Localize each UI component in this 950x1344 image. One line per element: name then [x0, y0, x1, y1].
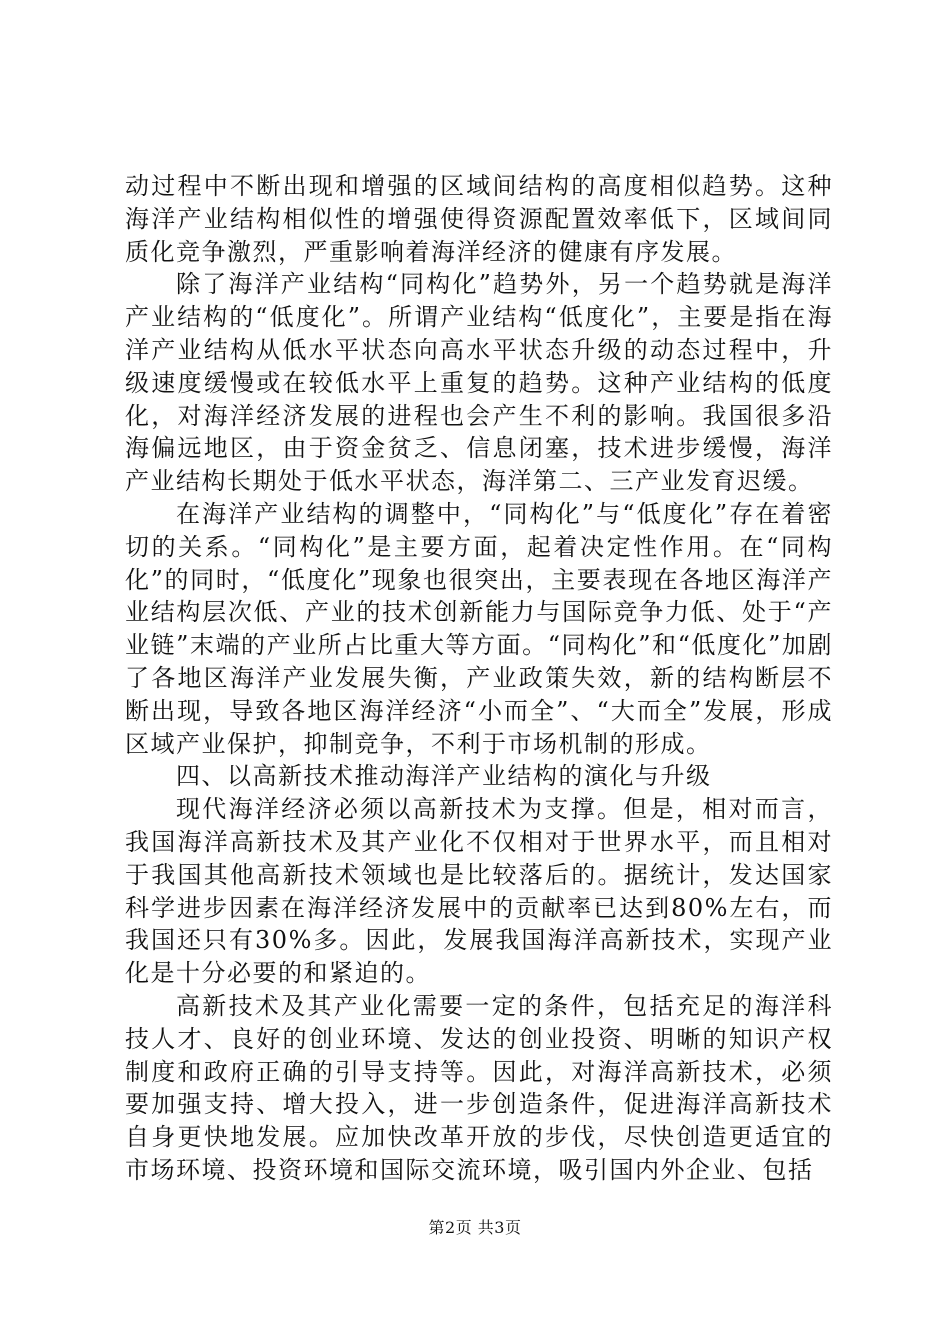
- paragraph-4: 现代海洋经济必须以高新技术为支撑。但是，相对而言，我国海洋高新技术及其产业化不仅相对于世界水平，而且相对于我国其他高新技术领域也是比较落后的。据统计，发达国家科学进步因素在海洋经济发展中的贡献率已达到80%左右，而我国还只有30%多。因此，发展我国海洋高新技术，实现产业化是十分必要的和紧迫的。: [125, 795, 833, 988]
- paragraph-1: 动过程中不断出现和增强的区域间结构的高度相似趋势。这种海洋产业结构相似性的增强使得资源配置效率低下，区域间同质化竞争激烈，严重影响着海洋经济的健康有序发展。: [125, 172, 833, 266]
- paragraph-3: 在海洋产业结构的调整中，“同构化”与“低度化”存在着密切的关系。“同构化”是主要方面，起着决定性作用。在“同构化”的同时，“低度化”现象也很突出，主要表现在各地区海洋产业结构层次低、产业的技术创新能力与国际竞争力低、处于“产业链”末端的产业所占比重大等方面。“同构化”和“低度化”加剧了各地区海洋产业发展失衡，产业政策失效，新的结构断层不断出现，导致各地区海洋经济“小而全”、“大而全”发展，形成区域产业保护，抑制竞争，不利于市场机制的形成。: [125, 499, 833, 758]
- paragraph-2: 除了海洋产业结构“同构化”趋势外，另一个趋势就是海洋产业结构的“低度化”。所谓产业结构“低度化”，主要是指在海洋产业结构从低水平状态向高水平状态升级的动态过程中，升级速度缓慢或在较低水平上重复的趋势。这种产业结构的低度化，对海洋经济发展的进程也会产生不利的影响。我国很多沿海偏远地区，由于资金贫乏、信息闭塞，技术进步缓慢，海洋产业结构长期处于低水平状态，海洋第二、三产业发育迟缓。: [125, 270, 833, 496]
- section-heading: 四、以高新技术推动海洋产业结构的演化与升级: [176, 762, 712, 791]
- paragraph-5: 高新技术及其产业化需要一定的条件，包括充足的海洋科技人才、良好的创业环境、发达的创业投资、明晰的知识产权制度和政府正确的引导支持等。因此，对海洋高新技术，必须要加强支持、增大投入，进一步创造条件，促进海洋高新技术自身更快地发展。应加快改革开放的步伐，尽快创造更适宜的市场环境、投资环境和国际交流环境，吸引国内外企业、包括: [125, 991, 833, 1184]
- page-number-footer: 第2页 共3页: [428, 1218, 522, 1237]
- document-body: [125, 170, 833, 1187]
